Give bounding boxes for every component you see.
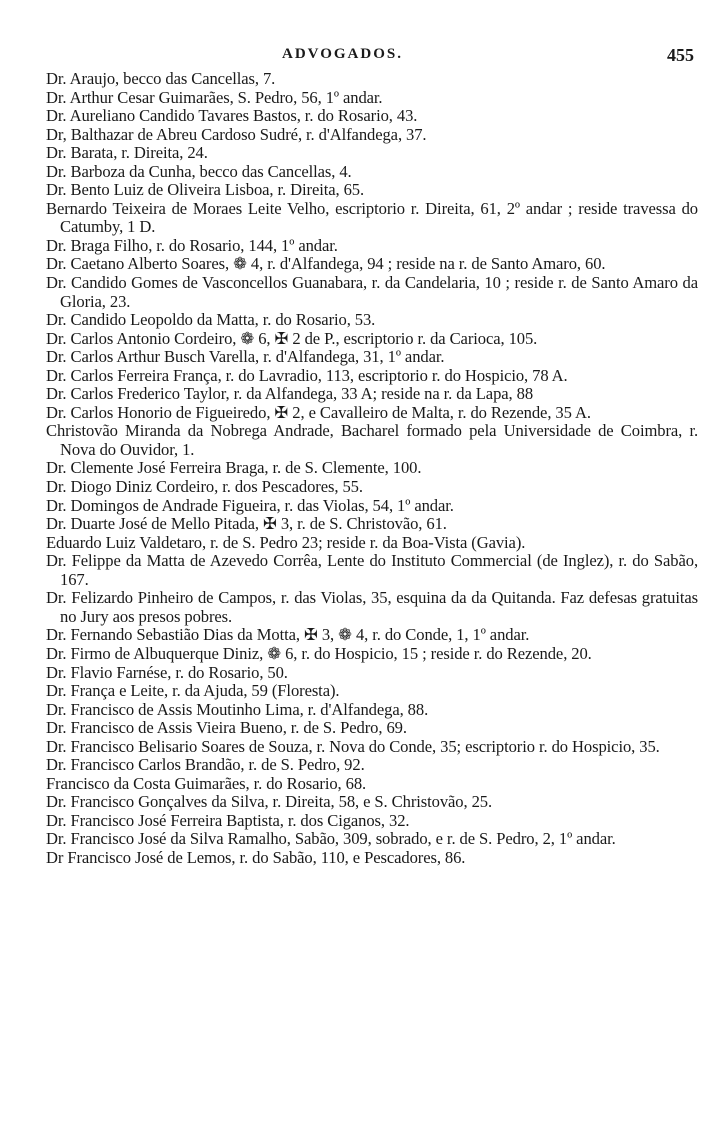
directory-entry: Dr. Barata, r. Direita, 24. (46, 143, 208, 163)
directory-entry: Dr. Clemente José Ferreira Braga, r. de S. Clemente, 100. (46, 458, 422, 478)
directory-entry: Dr. Carlos Ferreira França, r. do Lavradio, 113, escriptorio r. do Hospicio, 78 A. (46, 365, 568, 385)
directory-entry: Christovão Miranda da Nobrega Andrade, Bacharel formado pela Universidade de Coimbra, r. Nova do Ouvidor, 1. (46, 421, 698, 459)
directory-entry: Dr. Candido Gomes de Vasconcellos Guanabara, r. da Candelaria, 10 ; reside r. de Santo Amaro da Gloria, 23. (46, 273, 698, 311)
directory-entry: Dr. Carlos Frederico Taylor, r. da Alfandega, 33 A; reside na r. da Lapa, 88 (46, 384, 534, 404)
directory-entry: Dr. Carlos Honorio de Figueiredo, ✠ 2, e Cavalleiro de Malta, r. do Rezende, 35 A. (46, 402, 591, 422)
directory-entry: Dr. Francisco José Ferreira Baptista, r. dos Ciganos, 32. (46, 810, 410, 830)
directory-entry: Dr. Carlos Antonio Cordeiro, ❁ 6, ✠ 2 de P., escriptorio r. da Carioca, 105. (46, 328, 538, 348)
page-number: 455 (667, 45, 694, 65)
directory-entry: Dr. Flavio Farnése, r. do Rosario, 50. (46, 662, 288, 682)
directory-entry: Dr. Diogo Diniz Cordeiro, r. dos Pescadores, 55. (46, 477, 363, 497)
directory-entry: Dr. Fernando Sebastião Dias da Motta, ✠ 3, ❁ 4, r. do Conde, 1, 1º andar. (46, 625, 530, 645)
directory-entry: Dr. Francisco Carlos Brandão, r. de S. Pedro, 92. (46, 755, 365, 775)
directory-entry: Dr. Francisco de Assis Vieira Bueno, r. de S. Pedro, 69. (46, 718, 407, 738)
directory-entry: Francisco da Costa Guimarães, r. do Rosario, 68. (46, 773, 367, 793)
directory-entry: Dr. Araujo, becco das Cancellas, 7. (46, 69, 276, 88)
directory-entry: Dr. Barboza da Cunha, becco das Cancellas, 4. (46, 161, 352, 181)
directory-entry: Bernardo Teixeira de Moraes Leite Velho, escriptorio r. Direita, 61, 2º andar ; reside travessa do Catumby, 1 D. (46, 198, 698, 237)
directory-entry: Dr. França e Leite, r. da Ajuda, 59 (Floresta). (46, 681, 340, 701)
directory-entry: Dr. Duarte José de Mello Pitada, ✠ 3, r. de S. Christovão, 61. (46, 514, 447, 534)
directory-entry: Dr, Balthazar de Abreu Cardoso Sudré, r. d'Alfandega, 37. (46, 124, 427, 144)
directory-entry: Dr. Francisco Belisario Soares de Souza, r. Nova do Conde, 35; escriptorio r. do Hospicio, 35. (46, 736, 660, 756)
directory-entry: Dr. Francisco José da Silva Ramalho, Sabão, 309, sobrado, e r. de S. Pedro, 2, 1º andar. (46, 829, 616, 849)
directory-entry: Dr. Candido Leopoldo da Matta, r. do Rosario, 53. (46, 310, 376, 330)
directory-entry: Dr. Carlos Arthur Busch Varella, r. d'Alfandega, 31, 1º andar. (46, 347, 445, 367)
directory-entry: Dr. Francisco Gonçalves da Silva, r. Direita, 58, e S. Christovão, 25. (46, 792, 493, 812)
directory-entry: Dr. Bento Luiz de Oliveira Lisboa, r. Direita, 65. (46, 180, 365, 200)
page-header (0, 46, 704, 70)
page-title: ADVOGADOS. (282, 46, 403, 62)
directory-entry: Dr. Braga Filho, r. do Rosario, 144, 1º andar. (46, 235, 338, 255)
directory-entry: Eduardo Luiz Valdetaro, r. de S. Pedro 23; reside r. da Boa-Vista (Gavia). (46, 532, 526, 552)
directory-entry: Dr. Aureliano Candido Tavares Bastos, r. do Rosario, 43. (46, 106, 418, 126)
directory-entry: Dr. Domingos de Andrade Figueira, r. das Violas, 54, 1º andar. (46, 495, 454, 515)
directory-entry: Dr. Arthur Cesar Guimarães, S. Pedro, 56, 1º andar. (46, 87, 383, 107)
directory-entries (46, 70, 698, 868)
directory-entry: Dr. Firmo de Albuquerque Diniz, ❁ 6, r. do Hospicio, 15 ; reside r. do Rezende, 20. (46, 643, 592, 663)
directory-entry: Dr. Caetano Alberto Soares, ❁ 4, r. d'Alfandega, 94 ; reside na r. de Santo Amaro, 60. (46, 254, 606, 274)
directory-entry: Dr Francisco José de Lemos, r. do Sabão, 110, e Pescadores, 86. (46, 847, 466, 867)
directory-entry: Dr. Felizardo Pinheiro de Campos, r. das Violas, 35, esquina da da Quitanda. Faz defesas gratuitas no Jury aos presos pobres. (46, 588, 698, 626)
directory-entry: Dr. Francisco de Assis Moutinho Lima, r. d'Alfandega, 88. (46, 699, 429, 719)
directory-entry: Dr. Felippe da Matta de Azevedo Corrêa, Lente do Instituto Commercial (de Inglez), r. do Sabão, 167. (46, 551, 698, 589)
